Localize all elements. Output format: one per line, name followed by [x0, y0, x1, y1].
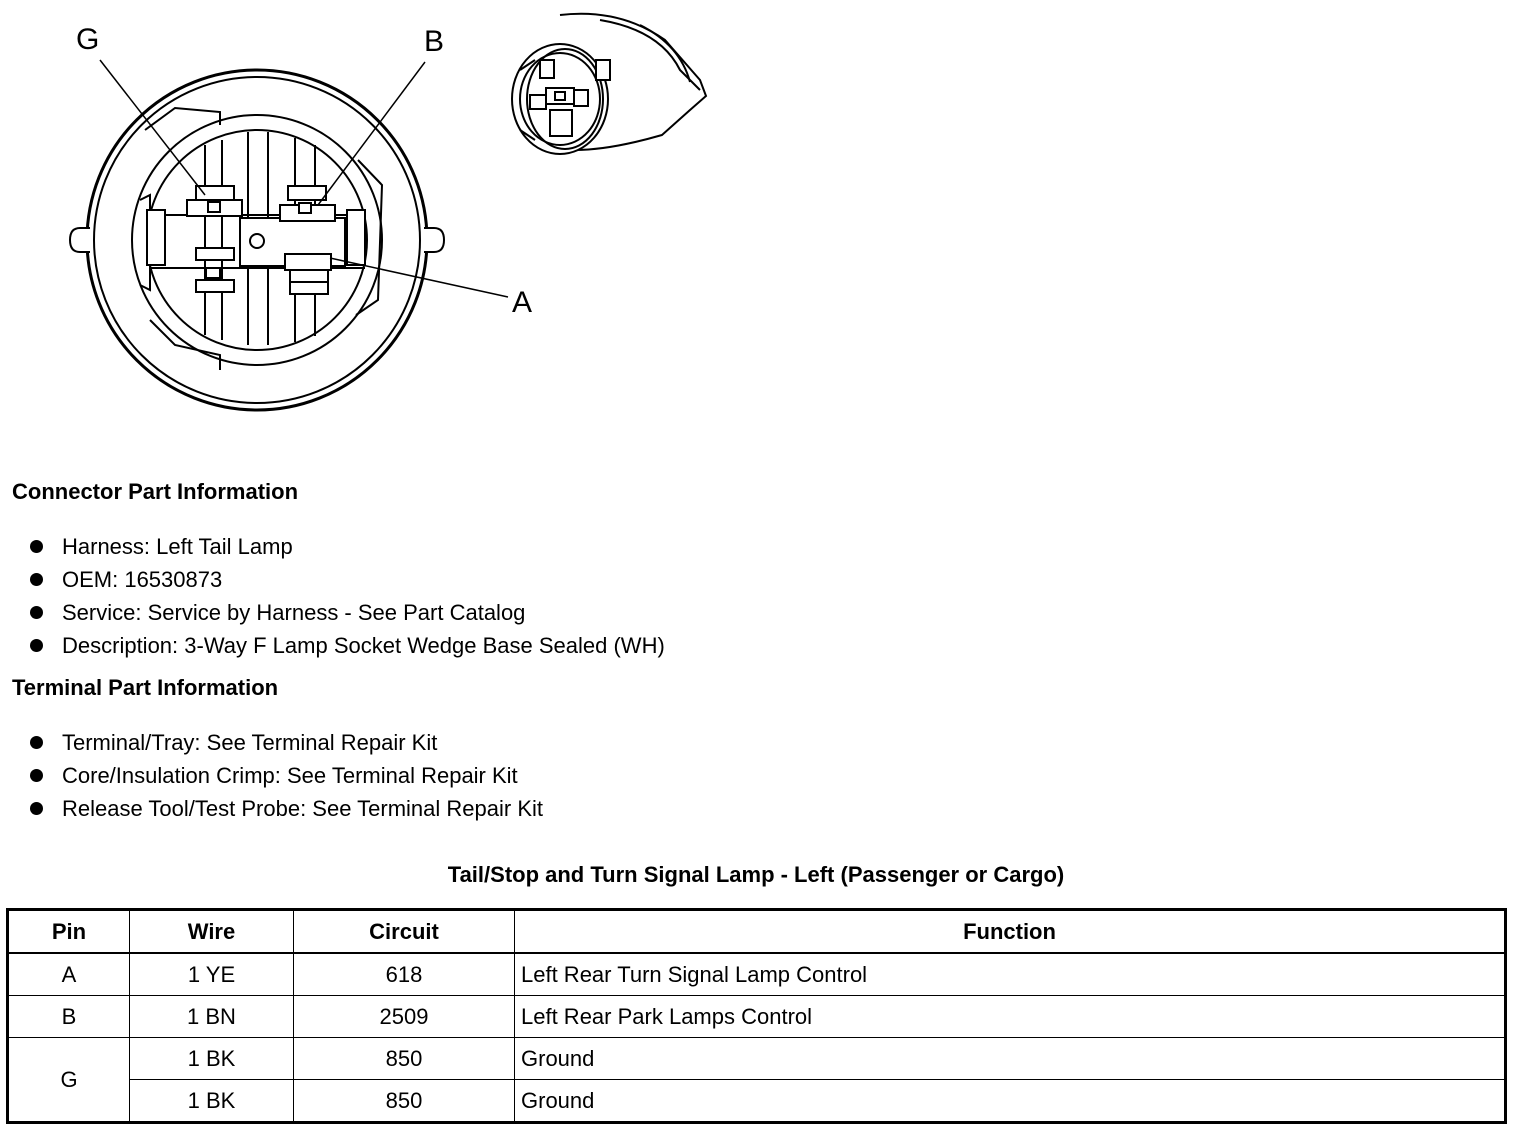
cell-wire: 1 YE — [130, 953, 294, 996]
list-item — [0, 726, 543, 759]
table-row — [8, 996, 1506, 1038]
terminal-info-item: Terminal/Tray: See Terminal Repair Kit — [62, 730, 438, 755]
list-item — [0, 629, 665, 662]
table-header-row — [8, 910, 1506, 954]
table-row — [8, 953, 1506, 996]
table-row — [8, 1080, 1506, 1123]
terminal-info-item: Core/Insulation Crimp: See Terminal Repair Kit — [62, 763, 518, 788]
bullet-icon — [30, 802, 43, 815]
cell-function: Left Rear Turn Signal Lamp Control — [515, 953, 1506, 996]
socket-perspective-view — [512, 14, 706, 154]
leader-line-g — [100, 60, 205, 195]
terminal-cavity-lower-right — [290, 282, 328, 294]
cell-wire: 1 BN — [130, 996, 294, 1038]
terminal-cavity-g — [187, 186, 242, 216]
connector-info-heading: Connector Part Information — [12, 479, 299, 504]
terminal-cavity-b — [280, 186, 335, 221]
table-title: Tail/Stop and Turn Signal Lamp - Left (Passenger or Cargo) — [447, 862, 1065, 887]
center-hole — [250, 234, 264, 248]
list-item — [0, 759, 543, 792]
cell-wire: 1 BK — [130, 1080, 294, 1123]
bullet-icon — [30, 573, 43, 586]
column-header-circuit: Circuit — [294, 910, 515, 954]
cell-pin: G — [8, 1038, 130, 1123]
bullet-icon — [30, 606, 43, 619]
cell-pin: A — [8, 953, 130, 996]
connector-info-list — [0, 530, 665, 662]
table-row — [8, 1038, 1506, 1080]
cell-function: Left Rear Park Lamps Control — [515, 996, 1506, 1038]
connector-info-item: Service: Service by Harness - See Part Catalog — [62, 600, 526, 625]
bullet-icon — [30, 736, 43, 749]
column-header-pin: Pin — [8, 910, 130, 954]
bullet-icon — [30, 639, 43, 652]
list-item — [0, 792, 543, 825]
list-item — [0, 596, 665, 629]
list-item — [0, 563, 665, 596]
cell-circuit: 850 — [294, 1080, 515, 1123]
pin-label-g: G — [76, 23, 100, 56]
column-header-wire: Wire — [130, 910, 294, 954]
cell-pin: B — [8, 996, 130, 1038]
cell-circuit: 618 — [294, 953, 515, 996]
pin-label-b: B — [424, 25, 445, 58]
terminal-info-list — [0, 726, 543, 825]
connector-info-item: Description: 3-Way F Lamp Socket Wedge Base Sealed (WH) — [62, 633, 665, 658]
cell-wire: 1 BK — [130, 1038, 294, 1080]
column-header-function: Function — [515, 910, 1506, 954]
bullet-icon — [30, 769, 43, 782]
connector-info-item: Harness: Left Tail Lamp — [62, 534, 293, 559]
terminal-cavity-a — [285, 254, 331, 282]
terminal-info-item: Release Tool/Test Probe: See Terminal Repair Kit — [62, 796, 543, 821]
list-item — [0, 530, 665, 563]
cell-circuit: 850 — [294, 1038, 515, 1080]
cell-function: Ground — [515, 1080, 1506, 1123]
cell-function: Ground — [515, 1038, 1506, 1080]
cell-circuit: 2509 — [294, 996, 515, 1038]
bullet-icon — [30, 540, 43, 553]
mounting-tab-left — [70, 228, 90, 252]
terminal-cavity-lower-left — [196, 248, 234, 292]
terminal-info-heading: Terminal Part Information — [12, 675, 279, 700]
connector-diagram — [0, 0, 760, 420]
mounting-tab-right — [424, 228, 444, 252]
connector-info-item: OEM: 16530873 — [62, 567, 223, 592]
pin-label-a: A — [512, 286, 533, 319]
pinout-table — [6, 908, 1507, 1124]
